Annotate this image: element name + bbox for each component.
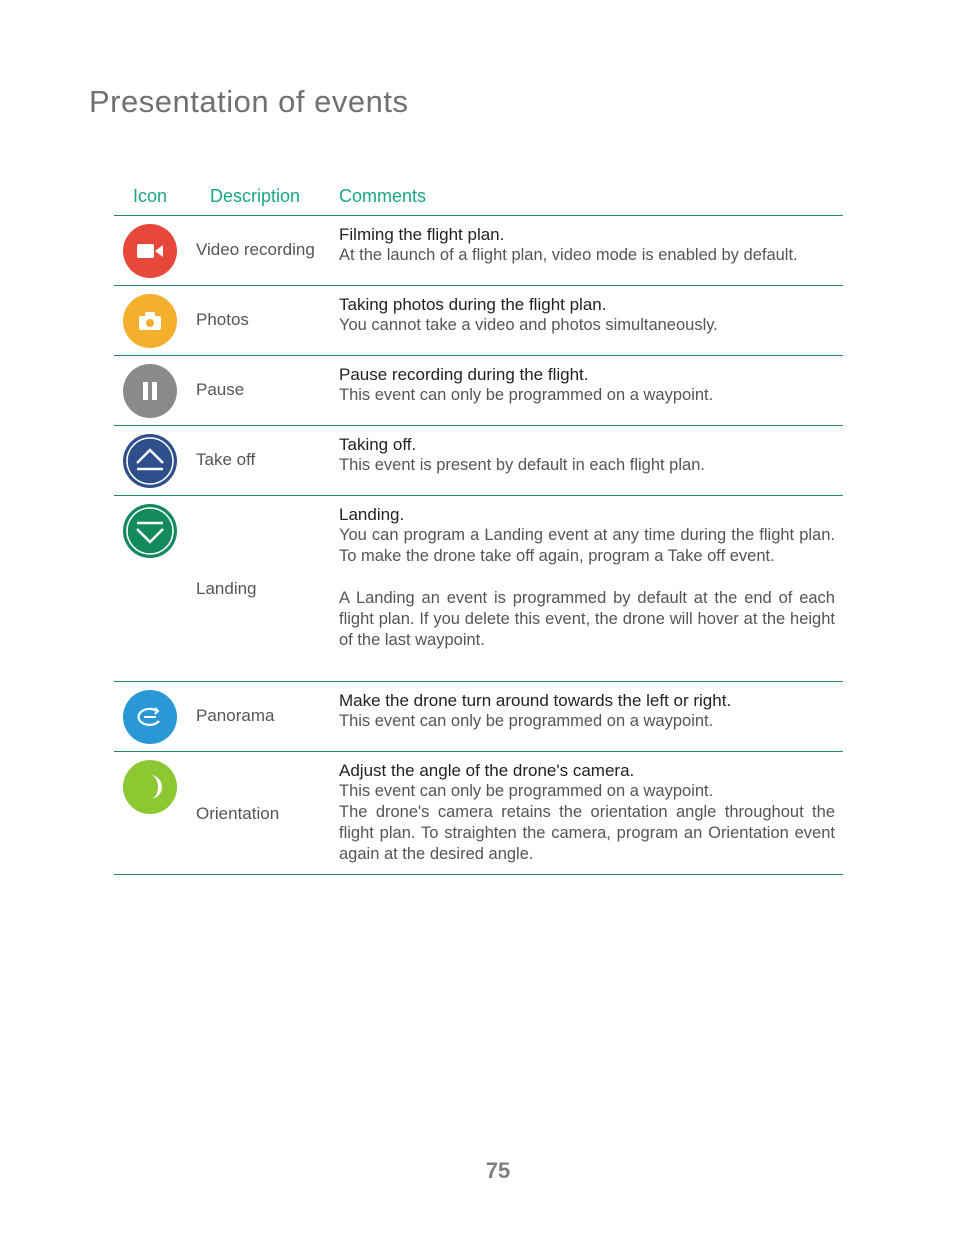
event-description: Take off	[196, 450, 256, 469]
event-comments	[339, 690, 835, 732]
comment-title: Landing.	[339, 505, 405, 524]
comment-text: The drone's camera retains the orientation angle throughout the flight plan. To straighten the camera, program an Orientation event again at the desired angle.	[339, 803, 835, 863]
panorama-icon	[123, 690, 177, 744]
comment-title: Filming the flight plan.	[339, 225, 505, 244]
comment-text: This event can only be programmed on a waypoint.	[339, 386, 714, 404]
event-description: Panorama	[196, 706, 275, 725]
table-row	[114, 286, 843, 356]
comment-text: You can program a Landing event at any time during the flight plan. To make the drone take off again, program a Take off event.	[339, 526, 835, 565]
event-comments	[339, 504, 835, 651]
event-description: Landing	[196, 579, 257, 598]
table-row	[114, 496, 843, 682]
pause-icon	[123, 364, 177, 418]
orientation-icon	[123, 760, 177, 814]
comment-title: Adjust the angle of the drone's camera.	[339, 761, 635, 780]
event-description: Pause	[196, 380, 245, 399]
event-comments	[339, 364, 835, 406]
comment-text: This event can only be programmed on a waypoint.	[339, 782, 714, 800]
video-camera-icon	[123, 224, 177, 278]
event-description: Photos	[196, 310, 249, 329]
header-comments: Comments	[339, 186, 427, 206]
event-description: Orientation	[196, 804, 280, 823]
comment-text: A Landing an event is programmed by default at the end of each flight plan. If you delete this event, the drone will hover at the height of the last waypoint.	[339, 589, 835, 649]
table-row	[114, 682, 843, 752]
comment-text: This event can only be programmed on a waypoint.	[339, 712, 714, 730]
event-comments	[339, 434, 835, 476]
event-comments	[339, 760, 835, 865]
comment-title: Taking off.	[339, 435, 417, 454]
comment-title: Pause recording during the flight.	[339, 365, 589, 384]
table-row	[114, 752, 843, 875]
page-title: Presentation of events	[89, 84, 409, 119]
comment-text: You cannot take a video and photos simultaneously.	[339, 316, 718, 334]
landing-icon	[123, 504, 177, 558]
comment-text: This event is present by default in each flight plan.	[339, 456, 705, 474]
comment-title: Make the drone turn around towards the left or right.	[339, 691, 732, 710]
take-off-icon	[123, 434, 177, 488]
comment-title: Taking photos during the flight plan.	[339, 295, 607, 314]
comment-text: At the launch of a flight plan, video mode is enabled by default.	[339, 246, 798, 264]
photo-camera-icon	[123, 294, 177, 348]
events-table	[114, 180, 843, 875]
page-number: 75	[485, 1158, 511, 1183]
event-description: Video recording	[196, 240, 315, 259]
table-row	[114, 356, 843, 426]
table-row	[114, 216, 843, 286]
event-comments	[339, 224, 835, 266]
table-header	[114, 180, 843, 216]
header-icon: Icon	[133, 186, 168, 206]
header-description: Description	[210, 186, 301, 206]
table-row	[114, 426, 843, 496]
event-comments	[339, 294, 835, 336]
